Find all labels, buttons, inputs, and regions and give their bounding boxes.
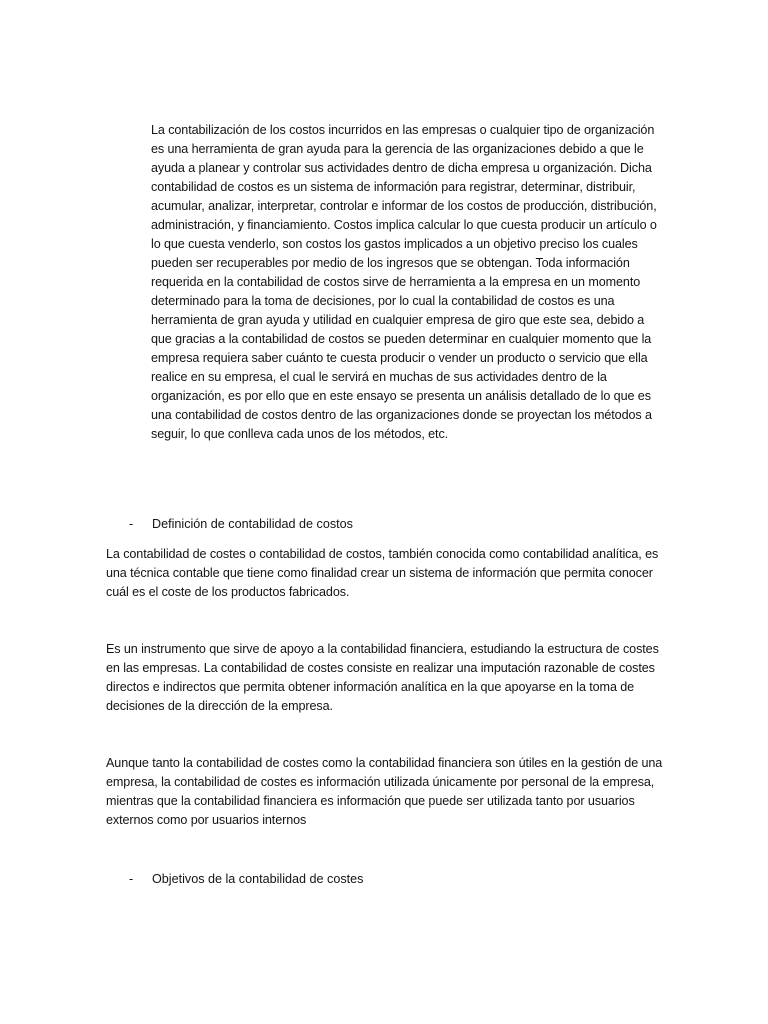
definition-paragraph-3: Aunque tanto la contabilidad de costes como la contabilidad financiera son útiles en la gestión de una empresa, la contabilidad de costes es información utilizada únicamente por personal de la empresa, mientras que la contabilidad financiera es información que puede ser utilizada tanto por usuarios externos como por usuarios internos [106,756,663,827]
section-heading-text: Definición de contabilidad de costos [152,517,353,531]
intro-paragraph: La contabilización de los costos incurridos en las empresas o cualquier tipo de organización es una herramienta de gran ayuda para la gerencia de las organizaciones debido a que le ayuda a planear y controlar sus actividades dentro de dicha empresa u organización. Dicha contabilidad de costos es un sistema de información para registrar, determinar, distribuir, acumular, analizar, interpretar, controlar e informar de los costos de producción, distribución, administración, y financiamiento. Costos implica calcular lo que cuesta producir un artículo o lo que cuesta venderlo, son costos los gastos implicados a un objetivo preciso los cuales pueden ser recuperables por medio de los ingresos que se obtengan. Toda información requerida en la contabilidad de costos sirve de herramienta a la empresa en un momento determinado para la toma de decisiones, por lo cual la contabilidad de costos es una herramienta de gran ayuda y utilidad en cualquier empresa de giro que este sea, debido a que gracias a la contabilidad de costos se pueden determinar en cualquier momento que la empresa requiera saber cuánto te cuesta producir o vender un producto o servicio que ella realice en su empresa, el cual le servirá en muchas de sus actividades dentro de la organización, es por ello que en este ensayo se presenta un análisis detallado de lo que es una contabilidad de costos dentro de las organizaciones donde se proyectan los métodos a seguir, lo que conlleva cada unos de los métodos, etc. [151,123,657,441]
bullet-dash: - [129,517,134,531]
definition-paragraph-2: Es un instrumento que sirve de apoyo a la contabilidad financiera, estudiando la estructura de costes en las empresas. La contabilidad de costes consiste en realizar una imputación razonable de costes directos e indirectos que permita obtener información analítica en la que apoyarse en la toma de decisiones de la dirección de la empresa. [106,642,659,713]
section-heading-objetivos [129,870,363,889]
section-heading-definicion [129,515,353,534]
definition-paragraph-1: La contabilidad de costes o contabilidad de costos, también conocida como contabilidad analítica, es una técnica contable que tiene como finalidad crear un sistema de información que permita conocer cuál es el coste de los productos fabricados. [106,547,659,599]
section-heading-text: Objetivos de la contabilidad de costes [152,872,364,886]
bullet-dash: - [129,872,134,886]
